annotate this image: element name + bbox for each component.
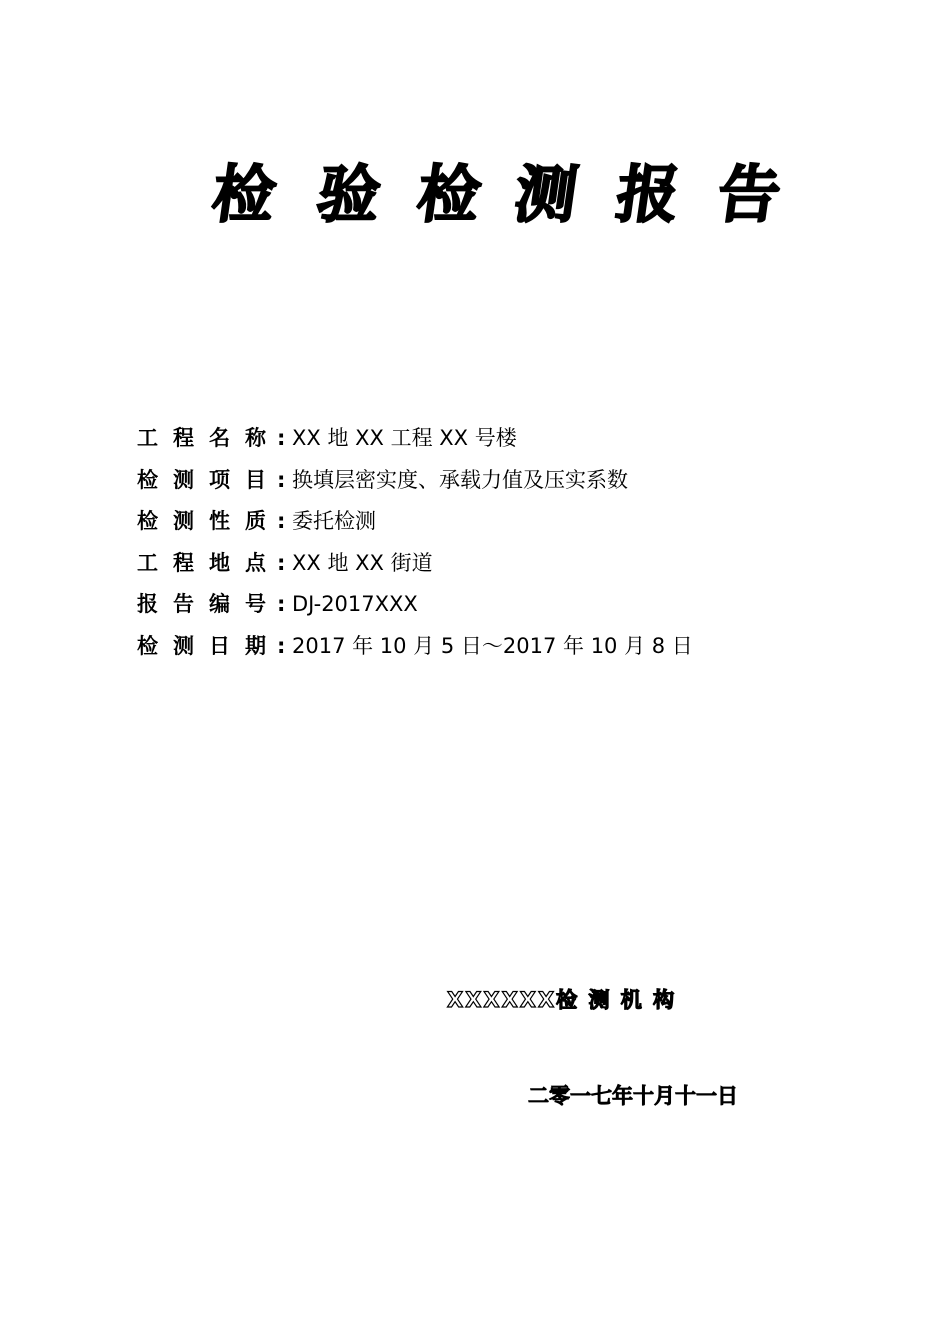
field-value: 委托检测 [292, 509, 376, 534]
title-char: 测 [509, 158, 583, 231]
field-label [137, 501, 277, 543]
label-char: 性 [209, 509, 230, 534]
field-colon: : [277, 509, 286, 534]
label-char: 编 [209, 592, 230, 617]
field-value: DJ-2017XXX [292, 592, 418, 617]
label-char: 测 [173, 633, 194, 658]
label-char: 检 [137, 509, 158, 534]
field-test-date [137, 626, 857, 668]
label-char: 报 [137, 592, 158, 617]
field-project-name [137, 418, 857, 460]
label-char: 测 [173, 509, 194, 534]
field-value: XX 地 XX 工程 XX 号楼 [292, 426, 517, 450]
field-label [137, 460, 277, 502]
field-label [137, 584, 277, 626]
label-char: 工 [137, 550, 158, 575]
report-title [0, 150, 950, 240]
field-project-location [137, 543, 857, 585]
field-colon: : [277, 426, 286, 450]
field-report-number [137, 584, 857, 626]
label-char: 号 [245, 592, 266, 617]
label-char: 名 [209, 426, 230, 450]
field-colon: : [277, 467, 286, 492]
label-char: 告 [173, 592, 194, 617]
field-colon: : [277, 592, 286, 617]
label-char: 日 [209, 633, 230, 658]
field-value: 2017 年 10 月 5 日～2017 年 10 月 8 日 [292, 633, 693, 658]
field-label [137, 543, 277, 585]
field-colon: : [277, 550, 286, 575]
title-char: 验 [312, 158, 386, 231]
label-char: 质 [245, 509, 266, 534]
field-label [137, 418, 277, 460]
field-test-nature [137, 501, 857, 543]
issue-date: 二零一七年十月十一日 [528, 1084, 738, 1108]
field-colon: : [277, 633, 286, 658]
label-char: 检 [137, 633, 158, 658]
label-char: 测 [173, 467, 194, 492]
label-char: 项 [209, 467, 230, 492]
field-value: XX 地 XX 街道 [292, 550, 433, 575]
label-char: 工 [137, 426, 158, 450]
field-value: 换填层密实度、承载力值及压实系数 [292, 467, 628, 492]
label-char: 程 [173, 426, 194, 450]
label-char: 期 [245, 633, 266, 658]
label-char: 地 [209, 550, 230, 575]
title-char: 检 [207, 158, 281, 231]
field-test-item [137, 460, 857, 502]
report-fields [137, 418, 857, 668]
label-char: 称 [245, 426, 266, 450]
title-char: 告 [712, 158, 786, 231]
label-char: 点 [245, 550, 266, 575]
label-char: 检 [137, 467, 158, 492]
label-char: 目 [245, 467, 266, 492]
field-label [137, 626, 277, 668]
title-char: 报 [611, 158, 685, 231]
title-char: 检 [412, 158, 486, 231]
testing-organization: XXXXXX检 测 机 构 [447, 988, 677, 1012]
label-char: 程 [173, 550, 194, 575]
